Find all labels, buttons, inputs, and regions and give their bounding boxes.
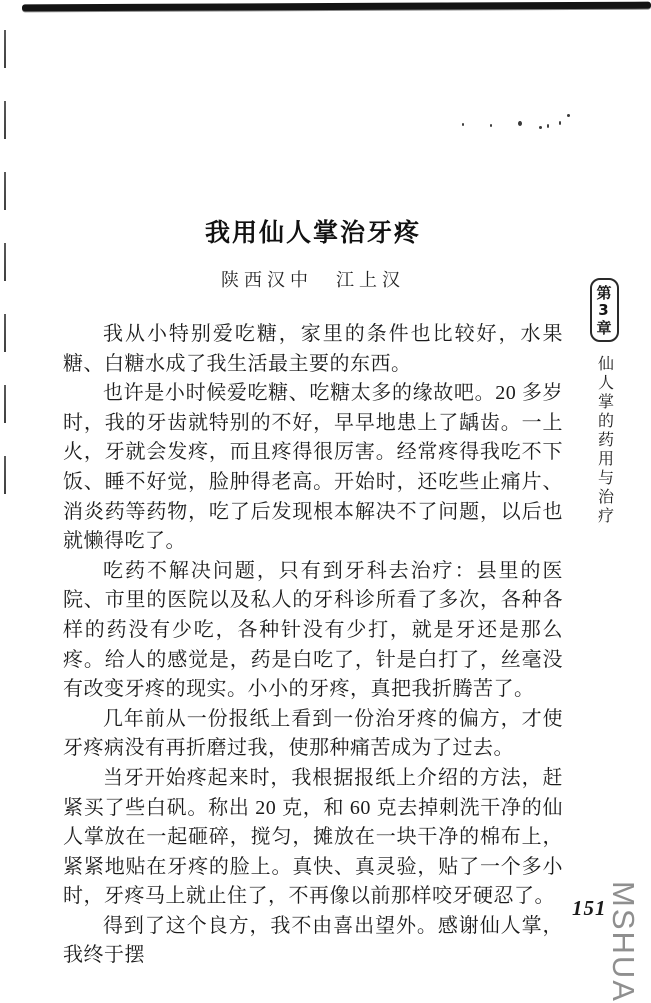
chapter-sidebar <box>586 278 622 526</box>
paragraph: 几年前从一份报纸上看到一份治牙疼的偏方，才使牙疼病没有再折磨过我，使那种痛苦成为了过去。 <box>63 707 563 760</box>
chapter-title-vertical: 仙人掌的药用与治疗 <box>595 355 613 526</box>
watermark-text: MSHUA <box>606 881 641 1003</box>
speckle-dot <box>567 114 570 117</box>
speckle-dot <box>539 126 542 129</box>
scan-artifact-top-line <box>22 2 651 12</box>
speckle-dot <box>547 124 549 128</box>
paragraph: 得到了这个良方，我不由喜出望外。感谢仙人掌，我终于摆 <box>63 914 563 967</box>
paragraph: 吃药不解决问题，只有到牙科去治疗：县里的医院、市里的医院以及私人的牙科诊所看了多次，各种各样的药没有少吃，各种针没有少打，就是牙还是那么疼。给人的感觉是，药是白吃了，针是白打了，丝毫没有改变牙疼的现实。小小的牙疼，真把我折腾苦了。 <box>63 559 563 701</box>
article-byline: 陕西汉中 江上汉 <box>221 270 405 290</box>
article-column <box>63 213 563 971</box>
scan-artifact-left-dashes <box>4 30 6 495</box>
speckle-dot <box>559 121 561 125</box>
paragraph: 当牙开始疼起来时，我根据报纸上介绍的方法，赶紧买了些白矾。称出 20 克，和 60 克去掉刺洗干净的仙人掌放在一起砸碎，搅匀，摊放在一块干净的棉布上，紧紧地贴在牙疼的脸上。真快、真灵验，贴了一个多小时，牙疼马上就止住了，不再像以前那样咬牙硬忍了。 <box>63 766 563 908</box>
speckle-dot <box>490 124 492 127</box>
article-body <box>63 320 563 971</box>
page-number: 151 <box>572 896 607 920</box>
speckle-dot <box>518 121 522 126</box>
speckle-dot <box>462 123 464 126</box>
article-title: 我用仙人掌治牙疼 <box>204 218 421 247</box>
chapter-badge: 第3章 <box>590 278 619 342</box>
paragraph: 也许是小时候爱吃糖、吃糖太多的缘故吧。20 多岁时，我的牙齿就特别的不好，早早地患上了龋齿。一上火，牙就会发疼，而且疼得很厉害。经常疼得我吃不下饭、睡不好觉，脸肿得老高。开始时，还吃些止痛片、消炎药等药物，吃了后发现根本解决不了问题，以后也就懒得吃了。 <box>63 382 563 553</box>
paragraph: 我从小特别爱吃糖，家里的条件也比较好，水果糖、白糖水成了我生活最主要的东西。 <box>63 323 563 375</box>
